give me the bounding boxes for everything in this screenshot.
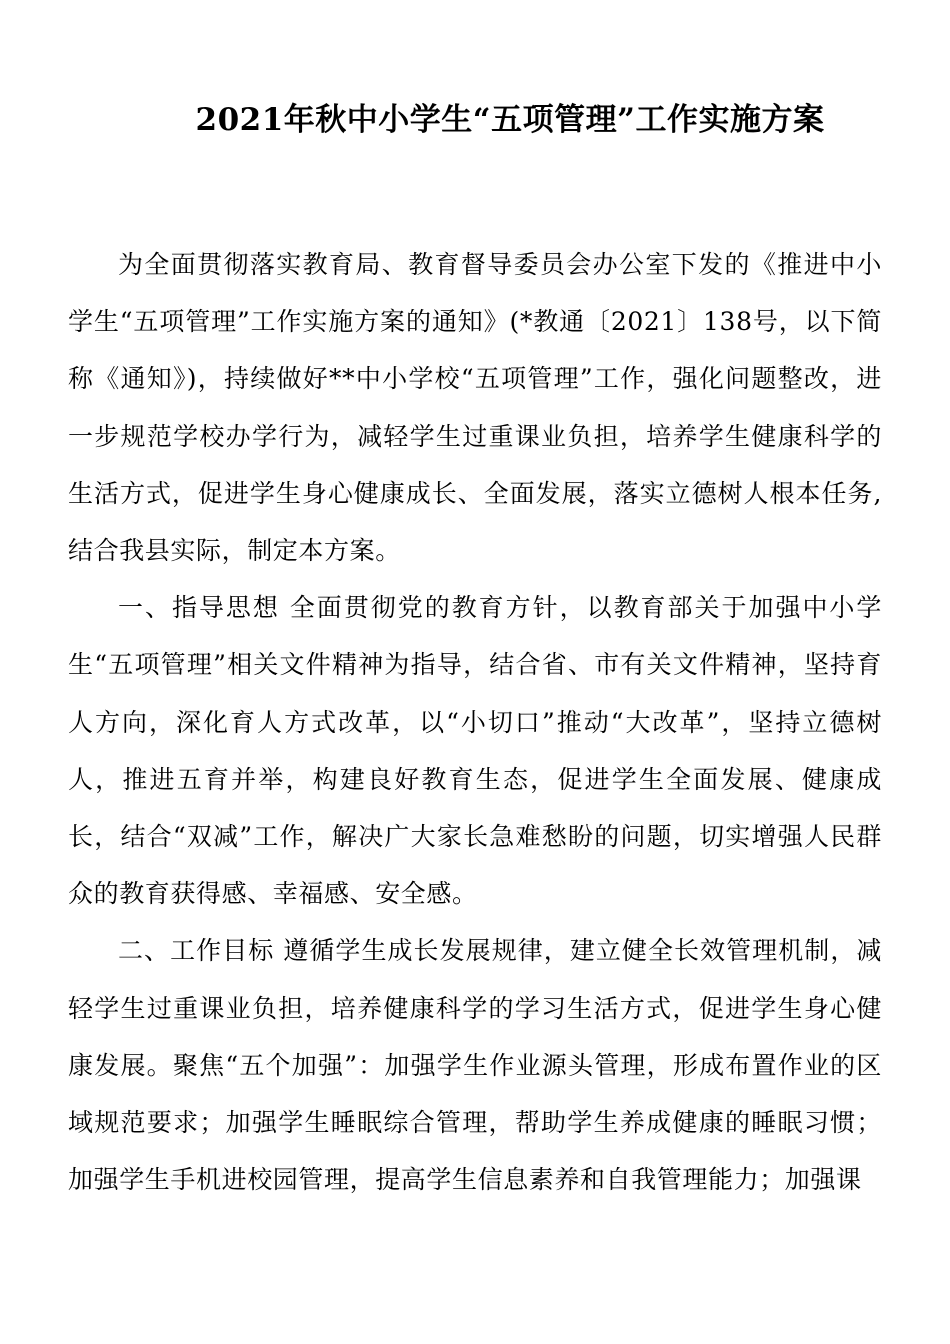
intro-paragraph (68, 236, 882, 579)
document-title: 2021年秋中小学生“五项管理”工作实施方案 (195, 102, 825, 138)
work-goals-text: 遵循学生成长发展规律，建立健全长效管理机制，减轻学生过重课业负担，培养健康科学的学习生活方式，促进学生身心健康发展。聚焦“五个加强”：加强学生作业源头管理，形成布置作业的区域规范要求；加强学生睡眠综合管理，帮助学生养成健康的睡眠习惯；加强学生手机进校园管理，提高学生信息素养和自我管理能力；加强课 (68, 936, 882, 1195)
guiding-ideology-heading: 一、指导思想 (118, 593, 280, 623)
guiding-ideology-text: 全面贯彻党的教育方针，以教育部关于加强中小学生“五项管理”相关文件精神为指导，结合省、市有关文件精神，坚持育人方向，深化育人方式改革，以“小切口”推动“大改革”，坚持立德树人，推进五育并举，构建良好教育生态，促进学生全面发展、健康成长，结合“双减”工作，解决广大家长急难愁盼的问题，切实增强人民群众的教育获得感、幸福感、安全感。 (68, 593, 882, 909)
work-goals-heading: 二、工作目标 (118, 936, 275, 966)
document-body (68, 236, 882, 1208)
intro-paragraph-text: 为全面贯彻落实教育局、教育督导委员会办公室下发的《推进中小学生“五项管理”工作实施方案的通知》(*教通〔2021〕138号，以下简称《通知》)，持续做好**中小学校“五项管理”工作，强化问题整改，进一步规范学校办学行为，减轻学生过重课业负担，培养学生健康科学的生活方式，促进学生身心健康成长、全面发展，落实立德树人根本任务,结合我县实际，制定本方案。 (68, 250, 882, 566)
work-goals-paragraph (68, 922, 882, 1208)
guiding-ideology-paragraph (68, 579, 882, 922)
